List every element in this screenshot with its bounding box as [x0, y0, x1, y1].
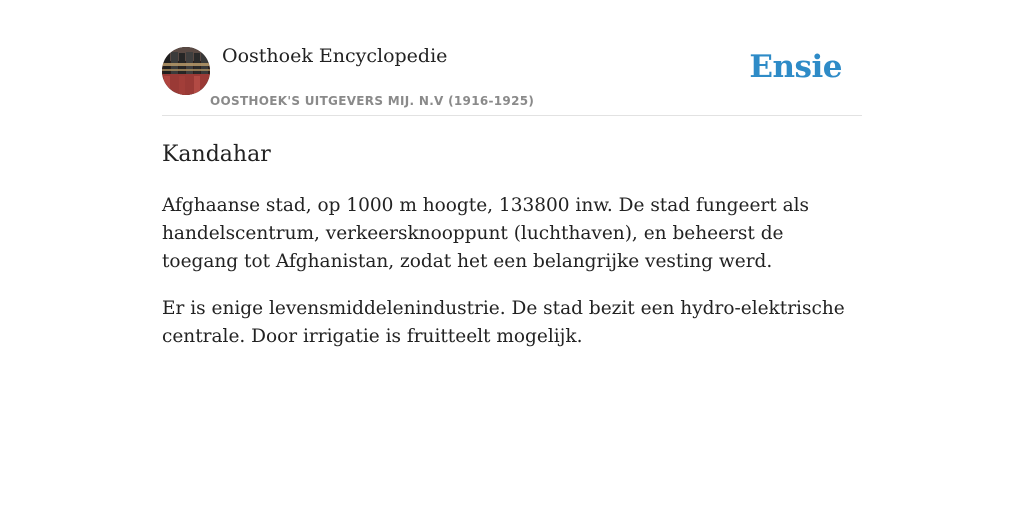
article-paragraph-2: Er is enige levensmiddelenindustrie. De stad bezit een hydro-elektrische centrale. Door irrigatie is fruitteelt mogelijk.: [162, 298, 845, 347]
article: [162, 140, 862, 351]
article-title: Kandahar: [162, 142, 271, 167]
ensie-logo-link[interactable]: Ensie: [749, 49, 842, 85]
article-paragraph-1: Afghaanse stad, op 1000 m hoogte, 133800 inw. De stad fungeert als handelscentrum, verkeersknooppunt (luchthaven), en beheerst de toegang tot Afghanistan, zodat het een belangrijke vesting werd.: [162, 195, 810, 272]
source-avatar[interactable]: [162, 47, 210, 95]
source-subtitle: OOSTHOEK'S UITGEVERS MIJ. N.V (1916-1925): [210, 94, 535, 108]
source-title[interactable]: Oosthoek Encyclopedie: [222, 45, 448, 67]
encyclopedia-books-icon: [162, 47, 210, 95]
source-header: [162, 0, 862, 116]
